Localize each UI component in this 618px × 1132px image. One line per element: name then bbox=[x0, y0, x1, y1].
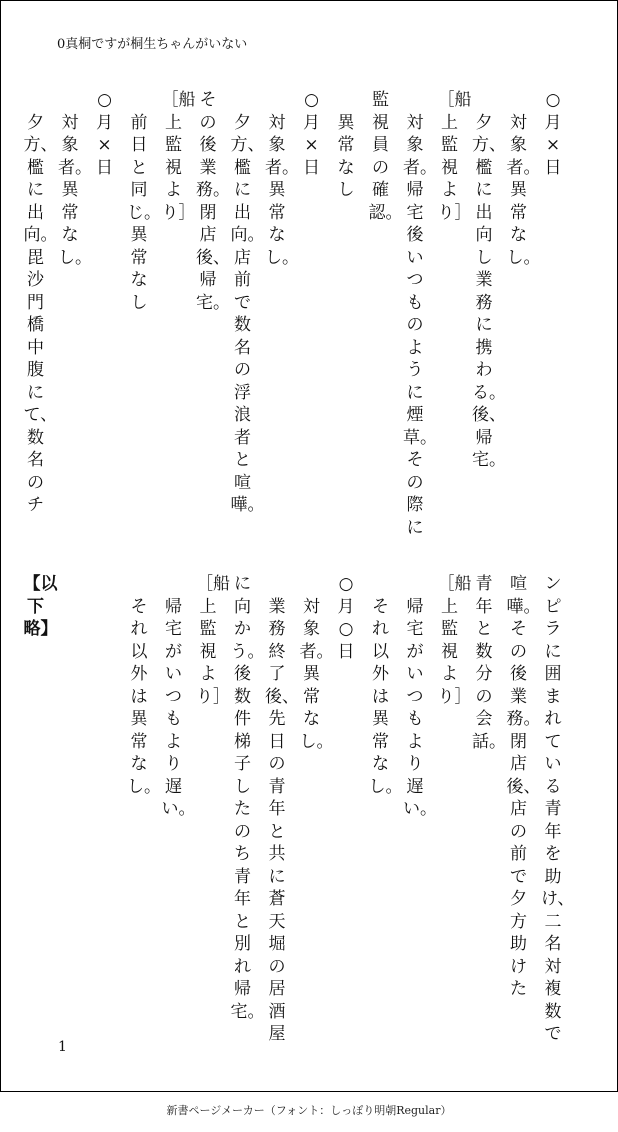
text-column: 喧嘩。その後業務。閉店後、店の前で夕方助けた bbox=[506, 574, 541, 999]
text-column: 対象者。帰宅後いつものように煙草。その際に bbox=[403, 112, 437, 538]
text-column: 異常なし bbox=[337, 112, 355, 200]
text-column: 対象者。異常なし。 bbox=[58, 112, 92, 268]
text-column: ［船上監視より］ bbox=[161, 90, 196, 223]
text-column: ［船上監視より］ bbox=[437, 90, 472, 223]
text-column: 夕方、檻に出向し業務に携わる。後、帰宅。 bbox=[472, 112, 506, 470]
page-title: 0真桐ですが桐生ちゃんがいない bbox=[57, 37, 248, 52]
text-column: 帰宅がいつもより遅い。 bbox=[403, 596, 437, 819]
text-column: ○月×日 bbox=[96, 90, 113, 178]
text-column: ［船上監視より］ bbox=[437, 574, 472, 707]
text-column: 対象者。異常なし。 bbox=[299, 596, 334, 752]
text-column: ンピラに囲まれている青年を助け、二名対複数で bbox=[541, 574, 575, 1044]
text-column: ○月×日 bbox=[303, 90, 320, 178]
text-column: ○月×日 bbox=[544, 90, 562, 178]
text-column: に向かう。後数件梯子したのち青年と別れ帰宅。 bbox=[230, 574, 265, 1022]
text-column: 対象者。異常なし。 bbox=[265, 112, 299, 268]
footer-caption: 新書ページメーカー（フォント：しっぽり明朝Regular） bbox=[166, 1104, 452, 1117]
text-column: 帰宅がいつもより遅い。 bbox=[161, 596, 196, 819]
text-column: ○月○日 bbox=[337, 574, 355, 662]
text-column: それ以外は異常なし。 bbox=[127, 596, 161, 797]
text-column: 業務終了後、先日の青年と共に蒼天堀の居酒屋 bbox=[265, 596, 299, 1044]
text-column: ［船上監視より］ bbox=[196, 574, 230, 707]
text-column: 青年と数分の会話。 bbox=[472, 574, 506, 752]
text-column: それ以外は異常なし。 bbox=[368, 596, 403, 797]
page-number: 1 bbox=[58, 1039, 67, 1055]
text-column: 【以下略】 bbox=[23, 574, 58, 639]
text-column: その後業務。閉店後、帰宅。 bbox=[196, 90, 230, 313]
text-column: 夕方、檻に出向。店前で数名の浮浪者と喧嘩。 bbox=[230, 112, 265, 515]
text-column: 夕方、檻に出向。毘沙門橋中腹にて、数名のチ bbox=[23, 112, 58, 515]
text-column: 対象者。異常なし。 bbox=[506, 112, 541, 268]
text-column: 監視員の確認。 bbox=[368, 90, 403, 223]
text-column: 前日と同じ。異常なし bbox=[127, 112, 161, 313]
